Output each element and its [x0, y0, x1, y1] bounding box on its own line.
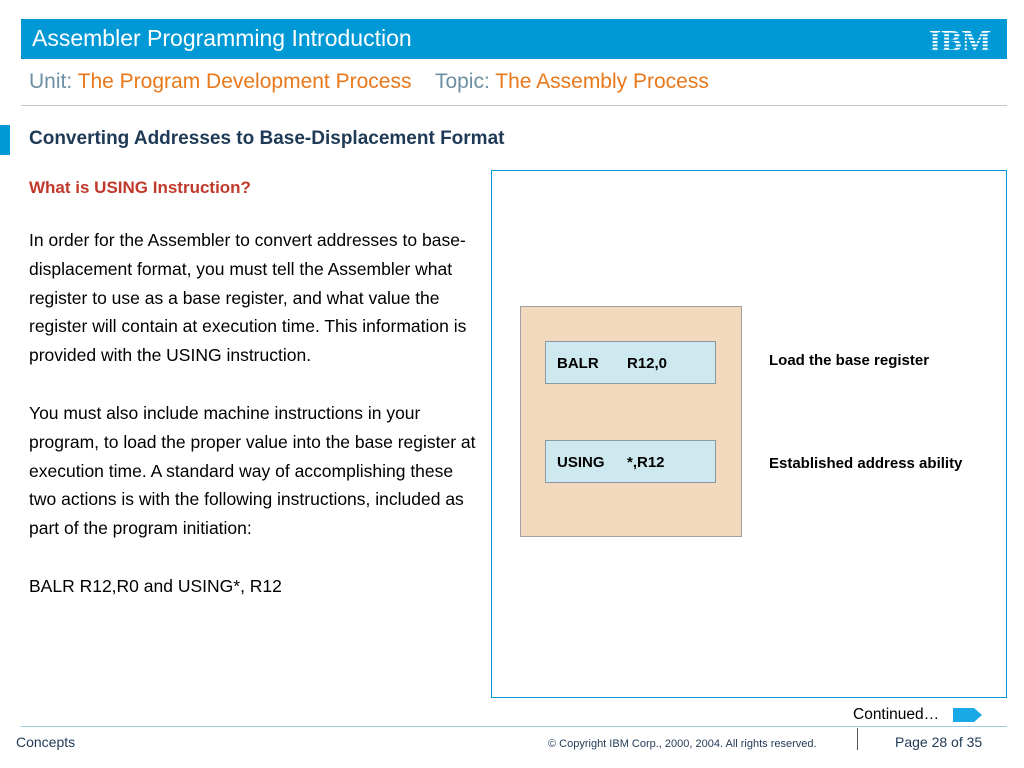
unit-label: Unit: — [29, 70, 73, 93]
instruction-box-using — [545, 440, 716, 483]
header-divider — [21, 105, 1007, 106]
instruction-op: USING — [557, 454, 605, 471]
unit-topic-line — [29, 70, 709, 94]
body-text — [29, 226, 477, 601]
topic-label: Topic: — [434, 70, 490, 93]
arrow-right-icon[interactable] — [953, 707, 983, 723]
body-paragraph-1: In order for the Assembler to convert addresses to base-displacement format, you must tell the Assembler what register to use as a base register, and what value the register will contain at execution time. This information is provided with the USING instruction. — [29, 230, 467, 366]
instruction-op: BALR — [557, 355, 599, 372]
body-paragraph-3: BALR R12,R0 and USING*, R12 — [29, 575, 282, 596]
ibm-logo-icon — [927, 24, 993, 54]
svg-text:IBM: IBM — [929, 24, 991, 54]
footer-divider — [21, 726, 1007, 727]
title-bar — [21, 19, 1007, 59]
footer-concepts: Concepts — [16, 734, 76, 750]
instruction-args: R12,0 — [627, 355, 668, 372]
section-title: Converting Addresses to Base-Displacement Format — [29, 128, 505, 149]
unit-value: The Program Development Process — [77, 70, 412, 93]
app-title: Assembler Programming Introduction — [32, 25, 412, 51]
footer-separator — [857, 728, 858, 750]
subheading: What is USING Instruction? — [29, 178, 251, 197]
topic-value: The Assembly Process — [495, 70, 709, 93]
annotation-address-ability: Established address ability — [769, 455, 963, 472]
page-number: Page 28 of 35 — [895, 734, 983, 750]
copyright-notice: © Copyright IBM Corp., 2000, 2004. All rights reserved. — [548, 738, 817, 750]
instruction-box-balr — [545, 341, 716, 384]
annotation-load-base: Load the base register — [769, 352, 930, 369]
body-paragraph-2: You must also include machine instructions in your program, to load the proper value into the base register at execution time. A standard way of accomplishing these two actions is with the following instructions, included as part of the program initiation: — [29, 402, 476, 539]
section-marker — [0, 125, 10, 155]
instruction-args: *,R12 — [627, 454, 665, 471]
continued-label[interactable]: Continued… — [853, 706, 940, 723]
